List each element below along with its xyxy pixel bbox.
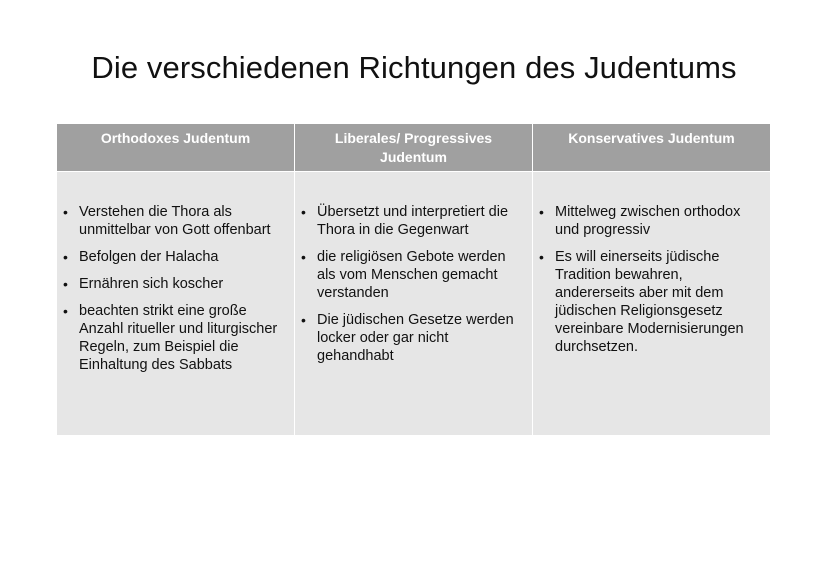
column-header-orthodox: Orthodoxes Judentum	[57, 124, 294, 171]
list-item-text: die religiösen Gebote werden als vom Menschen gemacht verstanden	[317, 249, 506, 301]
list-item	[301, 248, 526, 302]
list-item	[301, 203, 526, 239]
list-item	[539, 248, 764, 356]
bullet-icon: •	[63, 204, 68, 220]
list-item	[63, 248, 288, 266]
bullet-icon: •	[63, 303, 68, 319]
list-item-text: Ernähren sich koscher	[79, 276, 224, 292]
list-item-text: Befolgen der Halacha	[79, 249, 219, 265]
list-item-text: Übersetzt und interpretiert die Thora in die Gegenwart	[317, 204, 509, 238]
list-item-text: Die jüdischen Gesetze werden locker oder gar nicht gehandhabt	[317, 312, 514, 364]
bullet-list	[63, 203, 288, 374]
list-item-text: beachten strikt eine große Anzahl ritueller und liturgischer Regeln, zum Beispiel die Einhaltung des Sabbats	[79, 303, 278, 373]
list-item-text: Mittelweg zwischen orthodox und progressiv	[555, 204, 741, 238]
bullet-list	[301, 203, 526, 365]
column-header-liberal: Liberales/ Progressives Judentum	[295, 124, 532, 171]
bullet-icon: •	[539, 249, 544, 265]
list-item	[301, 311, 526, 365]
bullet-icon: •	[301, 249, 306, 265]
bullet-icon: •	[301, 312, 306, 328]
comparison-table	[57, 124, 770, 435]
list-item	[63, 302, 288, 374]
bullet-icon: •	[539, 204, 544, 220]
list-item	[63, 203, 288, 239]
list-item	[63, 275, 288, 293]
bullet-icon: •	[63, 276, 68, 292]
bullet-list	[539, 203, 764, 356]
bullet-icon: •	[63, 249, 68, 265]
slide-title: Die verschiedenen Richtungen des Judentums	[91, 50, 737, 85]
bullet-icon: •	[301, 204, 306, 220]
column-header-conservative: Konservatives Judentum	[533, 124, 770, 171]
list-item	[539, 203, 764, 239]
column-body-liberal	[295, 172, 532, 435]
list-item-text: Es will einerseits jüdische Tradition bewahren, andererseits aber mit dem jüdischen Religionsgesetz vereinbare Modernisierungen durchsetzen.	[555, 249, 744, 355]
column-body-conservative	[533, 172, 770, 435]
column-body-orthodox	[57, 172, 294, 435]
list-item-text: Verstehen die Thora als unmittelbar von Gott offenbart	[79, 204, 271, 238]
